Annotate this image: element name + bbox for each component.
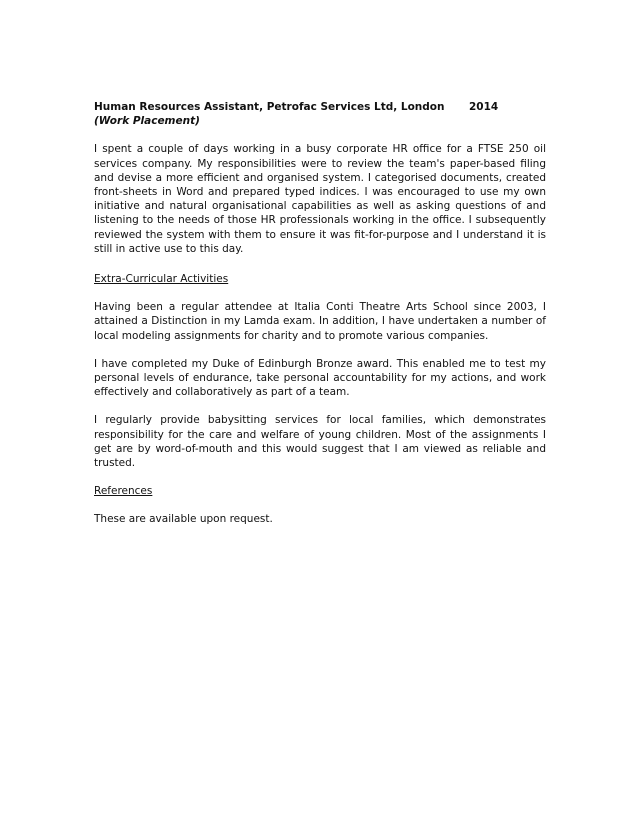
extracurricular-paragraph: Having been a regular attendee at Italia Conti Theatre Arts School since 2003, I attained a Distinction in my Lamda exam. In addition, I have undertaken a number of local modeling assignments for charity and to promote various companies. (94, 301, 546, 342)
job-header (94, 100, 546, 128)
extracurricular-paragraph: I regularly provide babysitting services for local families, which demonstrates responsibility for the care and welfare of young children. Most of the assignments I get are by word-of-mouth and this would suggest that I am viewed as reliable and trusted. (94, 414, 546, 470)
job-title: Human Resources Assistant, Petrofac Services Ltd, London (94, 101, 445, 113)
extracurricular-paragraph: I have completed my Duke of Edinburgh Bronze award. This enabled me to test my personal levels of endurance, take personal accountability for my actions, and work effectively and collaboratively as part of a team. (94, 357, 546, 399)
job-year: 2014 (469, 101, 499, 113)
job-subtitle: (Work Placement) (94, 115, 200, 128)
references-heading: References (94, 485, 153, 498)
references-text: These are available upon request. (94, 513, 273, 526)
document-content (94, 100, 546, 527)
extracurricular-heading: Extra-Curricular Activities (94, 273, 229, 286)
job-description: I spent a couple of days working in a busy corporate HR office for a FTSE 250 oil services company. My responsibilities were to review the team's paper-based filing and devise a more efficient and organised system. I categorised documents, created front-sheets in Word and prepared typed indices. I was encouraged to use my own initiative and natural organisational capabilities as well as asking questions of and listening to the needs of those HR professionals working in the office. I subsequently reviewed the system with them to ensure it was fit-for-purpose and I understand it is still in active use to this day. (94, 143, 546, 255)
job-title-row (94, 100, 546, 114)
